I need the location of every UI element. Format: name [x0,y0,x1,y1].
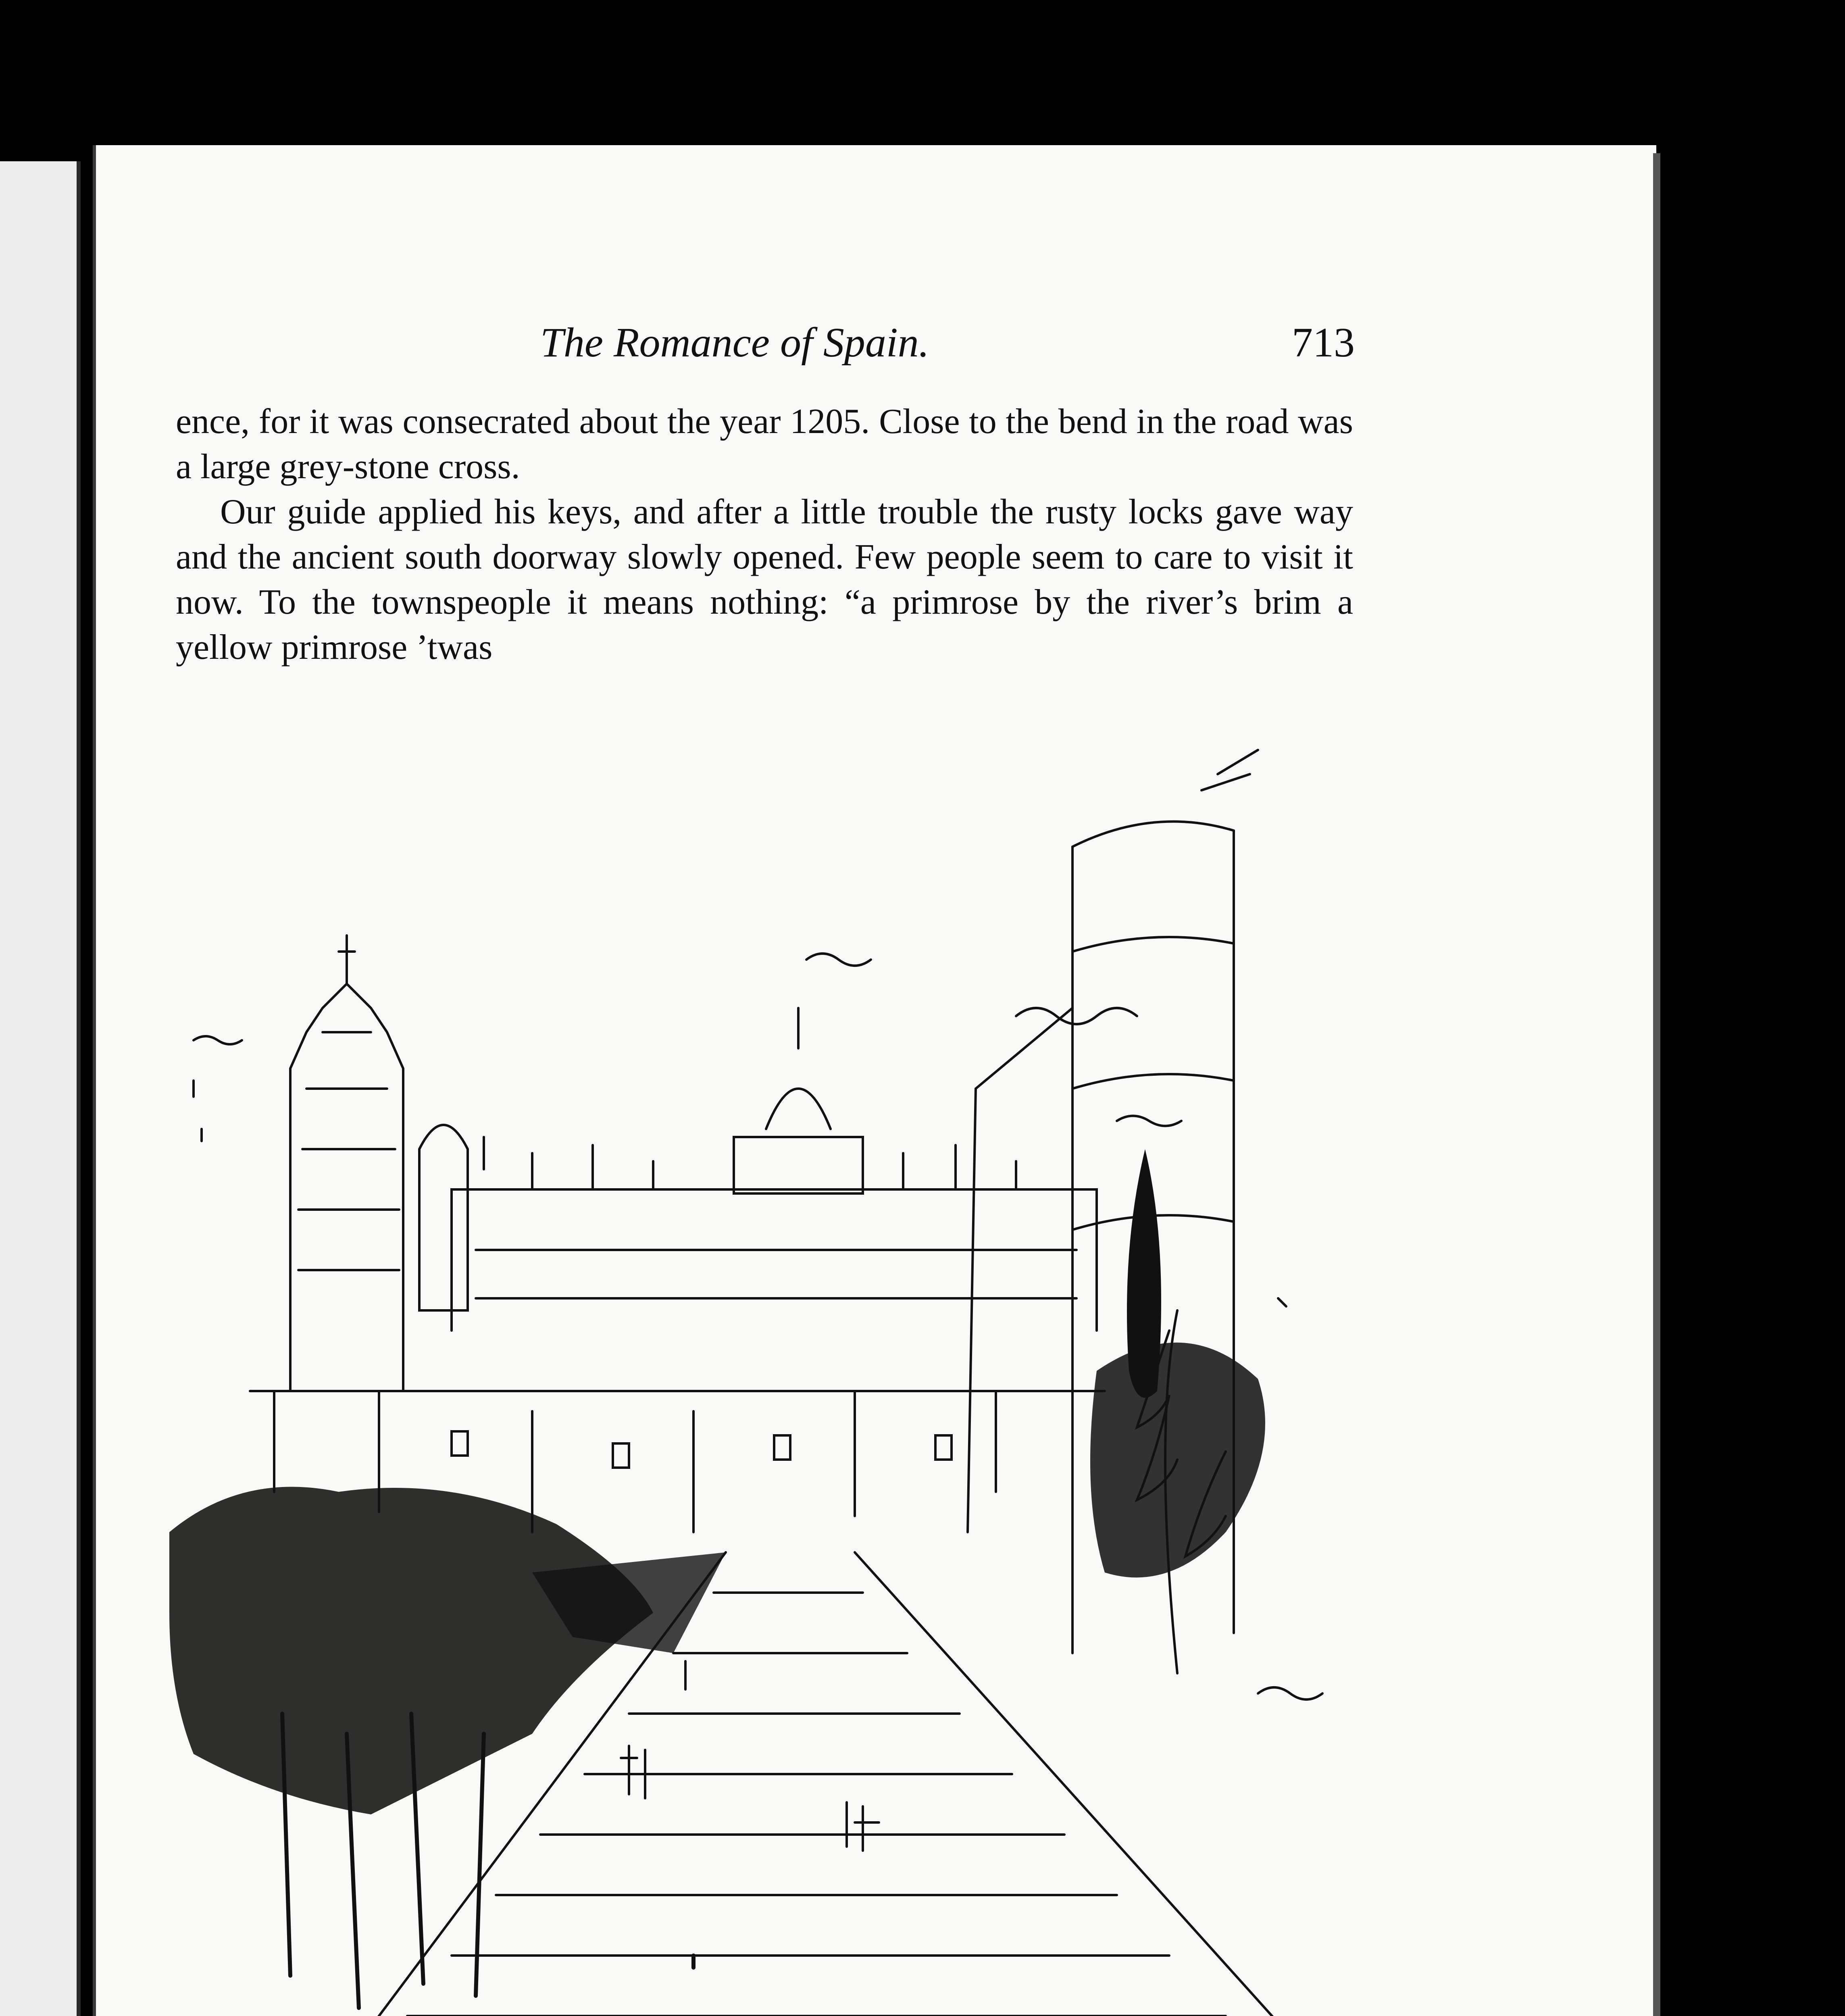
running-head [177,319,1355,379]
text-block-top [176,399,1353,670]
paragraph: ence, for it was consecrated about the year 1205. Close to the bend in the road was a large grey-stone cross. [176,402,1353,486]
running-title: The Romance of Spain. [540,319,929,366]
segovia-drawing [169,726,1347,2016]
left-page-edge [0,161,81,2016]
paragraph: Our guide applied his keys, and after a little trouble the rusty locks gave way and the ancient south doorway slowly opened. Few people seem to care to visit it now. To the townspeople it means nothing: “a primrose by the river’s brim a yellow primrose ’twas [176,492,1353,667]
page-number: 713 [1292,319,1355,366]
segovia-illustration [169,726,1347,2016]
page-right-edge [1653,153,1660,2016]
